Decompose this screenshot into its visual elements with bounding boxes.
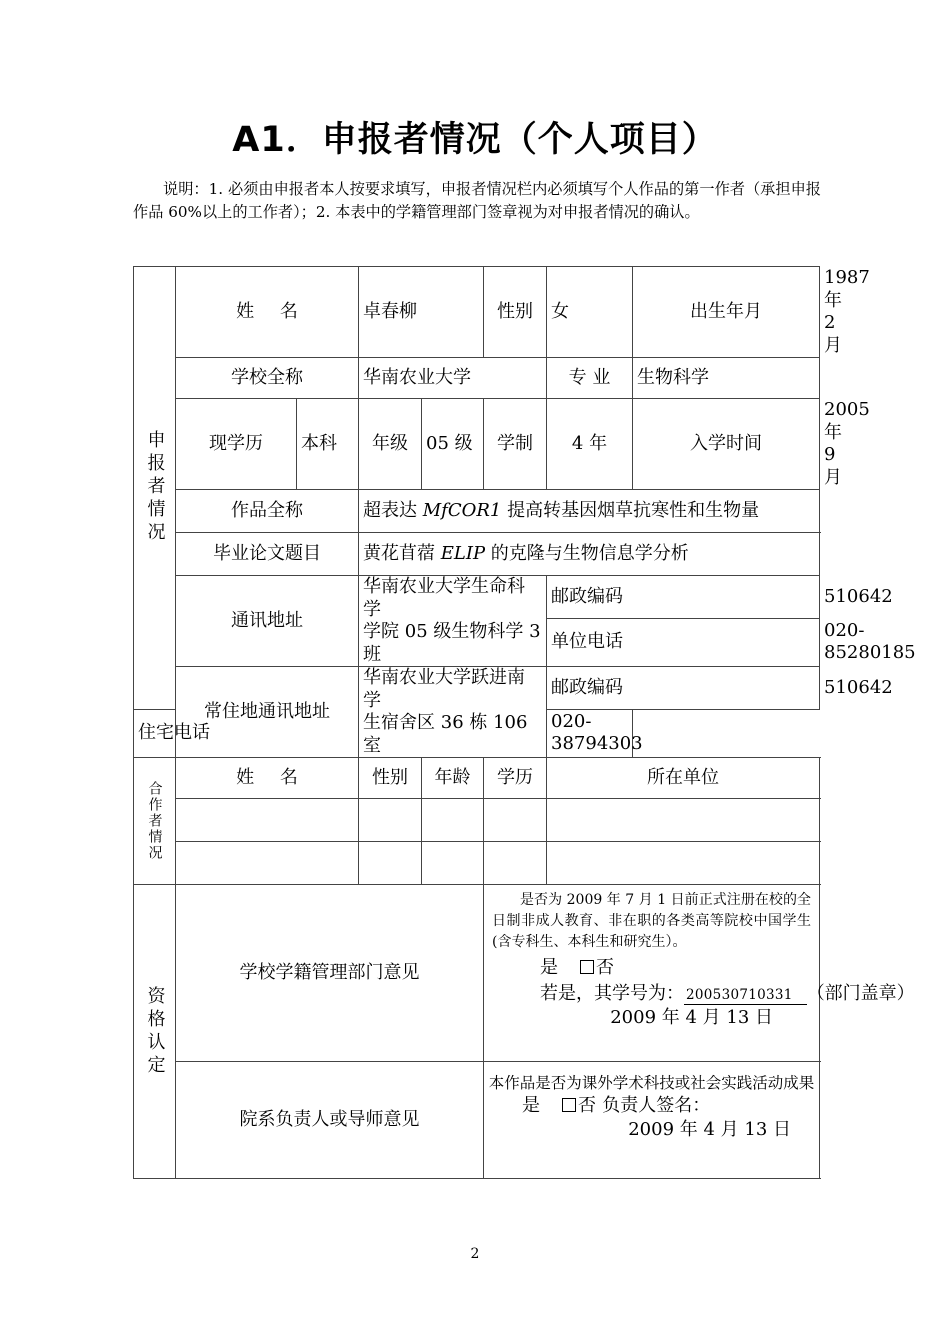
department-yes-label[interactable]: 是	[522, 1095, 541, 1117]
name-label: 姓 名	[176, 267, 359, 358]
registry-date: 2009 年 4 月 13 日	[610, 1007, 774, 1028]
collaborator-1-name[interactable]	[176, 799, 359, 842]
collaborator-2-name[interactable]	[176, 842, 359, 885]
mail-address-line1: 华南农业大学生命科学	[363, 576, 526, 620]
thesis-italic: ELIP	[440, 542, 486, 564]
registry-no-label[interactable]: 否	[596, 957, 615, 978]
table-row-name: 申报者情况 姓 名 卓春柳 性别 女 出生年月 1987 年 2 月	[134, 267, 820, 358]
table-row-department-opinion	[134, 1062, 820, 1179]
applicant-vertical-label-text: 申报者情况	[144, 430, 166, 546]
department-yesno-signature-row	[488, 1095, 815, 1141]
collaborator-1-gender[interactable]	[359, 799, 422, 842]
applicant-vertical-label	[134, 267, 176, 710]
registry-student-id-prefix: 若是，其学号为：	[540, 982, 685, 1004]
grade-label: 年级	[359, 399, 422, 490]
thesis-prefix: 黄花苜蓿	[363, 542, 441, 564]
system-label: 学制	[484, 399, 547, 490]
home-postcode-label: 邮政编码	[547, 667, 820, 710]
table-row-school	[134, 358, 820, 399]
home-address-line2: 生宿舍区 36 栋 106 室	[363, 712, 528, 756]
thesis-suffix: 的克隆与生物信息学分析	[485, 542, 689, 564]
registry-student-id-value[interactable]: 200530710331	[684, 987, 807, 1005]
collaborator-header-gender: 性别	[359, 758, 422, 799]
instructions-paragraph: 说明：1. 必须由申报者本人按要求填写，申报者情况栏内必须填写个人作品的第一作者（承担申报作品 60%以上的工作者）；2. 本表中的学籍管理部门签章视为对申报者情况的确认。	[133, 180, 821, 221]
mail-postcode-label: 邮政编码	[547, 576, 820, 619]
department-opinion-label	[176, 1062, 484, 1179]
education-label: 现学历	[176, 399, 297, 490]
work-phone-label: 单位电话	[547, 618, 820, 666]
department-signature-group	[602, 1095, 815, 1141]
collaborator-header-age: 年龄	[422, 758, 484, 799]
home-address-value	[359, 667, 547, 758]
mail-address-line2: 学院 05 级生物科学 3 班	[363, 621, 541, 665]
work-title-label: 作品全称	[176, 490, 359, 533]
qualification-vertical-label	[134, 885, 176, 1179]
enroll-label: 入学时间	[633, 399, 820, 490]
system-value: 4 年	[547, 399, 633, 490]
collaborator-header-education: 学历	[484, 758, 547, 799]
department-question: 本作品是否为课外学术科技或社会实践活动成果	[488, 1074, 815, 1092]
name-value: 卓春柳	[359, 267, 484, 358]
table-row-thesis	[134, 533, 820, 576]
registry-question: 是否为 2009 年 7 月 1 日前正式注册在校的全日制非成人教育、非在职的各类高等院校中国学生(含专科生、本科生和研究生）。	[492, 892, 812, 950]
registry-opinion-label	[176, 885, 484, 1062]
department-signature-label[interactable]: 负责人签名：	[602, 1095, 711, 1117]
registry-opinion-label-text: 学校学籍管理部门意见	[239, 961, 420, 983]
education-value: 本科	[297, 399, 359, 490]
collaborator-header-name: 姓 名	[176, 758, 359, 799]
work-title-prefix: 超表达	[363, 499, 423, 521]
collaborator-2-gender[interactable]	[359, 842, 422, 885]
mail-address-value	[359, 576, 547, 667]
table-row-mail-address: 通讯地址 华南农业大学生命科学 学院 05 级生物科学 3 班 邮政编码 510642	[134, 576, 820, 619]
collaborator-2-education[interactable]	[484, 842, 547, 885]
registry-no-checkbox[interactable]	[580, 960, 594, 974]
home-address-label: 常住地通讯地址	[176, 667, 359, 758]
table-row-education: 现学历 本科 年级 05 级 学制 4 年 入学时间 2005 年 9 月	[134, 399, 820, 490]
home-phone-value: 020-38794303	[547, 709, 633, 757]
major-label: 专 业	[547, 358, 633, 399]
home-phone-label: 住宅电话	[134, 709, 297, 757]
registry-student-id-row	[488, 982, 915, 1006]
table-row-collaborator-2	[134, 842, 820, 885]
collaborator-2-unit[interactable]	[547, 842, 820, 885]
collaborators-vertical-label	[134, 758, 176, 885]
major-value: 生物科学	[633, 358, 820, 399]
grade-value: 05 级	[422, 399, 484, 490]
applicant-form-table	[133, 266, 916, 1179]
department-date: 2009 年 4 月 13 日	[628, 1118, 792, 1140]
qualification-vertical-label-text: 资格认定	[144, 985, 166, 1078]
collaborator-1-unit[interactable]	[547, 799, 820, 842]
mail-address-label: 通讯地址	[176, 576, 359, 667]
collaborator-1-age[interactable]	[422, 799, 484, 842]
thesis-value	[359, 533, 820, 576]
thesis-label: 毕业论文题目	[176, 533, 359, 576]
gender-value: 女	[547, 267, 633, 358]
collaborator-2-age[interactable]	[422, 842, 484, 885]
table-row-collaborator-1	[134, 799, 820, 842]
department-no-label[interactable]: 否	[578, 1095, 597, 1117]
work-title-italic: MfCOR1	[422, 499, 502, 521]
home-address-line1: 华南农业大学跃进南学	[363, 667, 526, 711]
table-row-work-title	[134, 490, 820, 533]
gender-label: 性别	[484, 267, 547, 358]
collaborator-header-unit: 所在单位	[547, 758, 820, 799]
registry-stamp-note: （部门盖章）	[806, 982, 915, 1004]
birth-label: 出生年月	[633, 267, 820, 358]
registry-yesno-row	[488, 957, 815, 980]
page-title: A1．申报者情况（个人项目）	[232, 120, 718, 160]
department-no-checkbox[interactable]	[562, 1098, 576, 1112]
department-yesno-group	[488, 1095, 596, 1118]
department-opinion-content	[484, 1062, 820, 1179]
table-row-registry-opinion	[134, 885, 820, 1062]
registry-opinion-content	[484, 885, 915, 1062]
work-title-suffix: 提高转基因烟草抗寒性和生物量	[501, 499, 760, 521]
collaborators-vertical-label-text: 合作者情况	[146, 781, 163, 861]
registry-yes-label[interactable]: 是	[540, 957, 559, 978]
table-row-collaborator-header	[134, 758, 820, 799]
collaborator-1-education[interactable]	[484, 799, 547, 842]
work-title-value	[359, 490, 820, 533]
table-row-work-phone: 单位电话 020-85280185	[134, 618, 820, 666]
table-row-home-address: 常住地通讯地址 华南农业大学跃进南学 生宿舍区 36 栋 106 室 邮政编码 510642	[134, 667, 820, 710]
school-value: 华南农业大学	[359, 358, 547, 399]
school-label: 学校全称	[176, 358, 359, 399]
page-number: 2	[470, 1246, 480, 1262]
department-opinion-label-text: 院系负责人或导师意见	[239, 1108, 420, 1130]
